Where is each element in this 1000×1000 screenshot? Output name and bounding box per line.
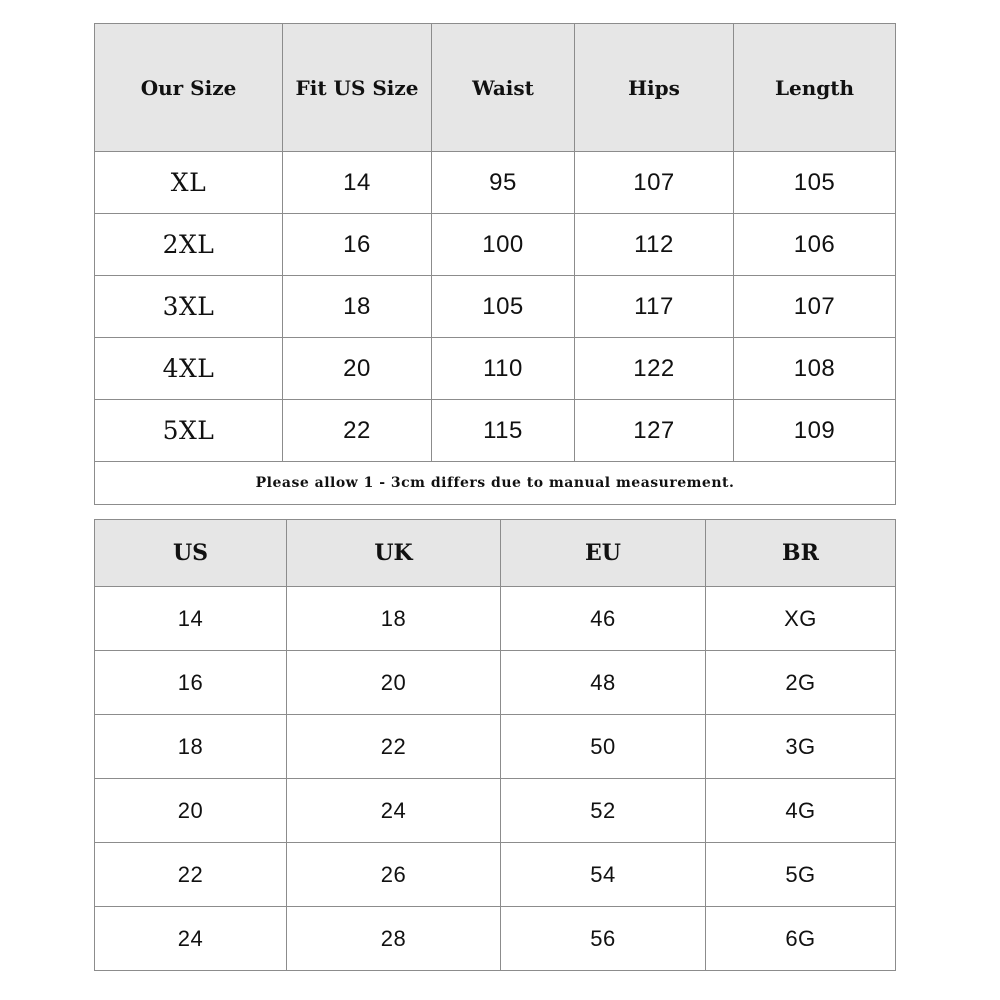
cell-eu: 46 bbox=[501, 587, 706, 651]
header-fit-us-size: Fit US Size bbox=[283, 24, 432, 152]
header-waist: Waist bbox=[432, 24, 575, 152]
table-row bbox=[95, 651, 896, 715]
cell-length: 108 bbox=[734, 338, 896, 400]
table-row bbox=[95, 587, 896, 651]
size-chart-table bbox=[94, 23, 896, 505]
cell-br: 6G bbox=[706, 907, 896, 971]
cell-fit-us-size: 22 bbox=[283, 400, 432, 462]
conversion-header-row bbox=[95, 520, 896, 587]
header-eu: EU bbox=[501, 520, 706, 587]
cell-hips: 127 bbox=[575, 400, 734, 462]
cell-us: 18 bbox=[95, 715, 287, 779]
cell-waist: 115 bbox=[432, 400, 575, 462]
cell-br: 5G bbox=[706, 843, 896, 907]
cell-eu: 54 bbox=[501, 843, 706, 907]
header-length: Length bbox=[734, 24, 896, 152]
cell-length: 109 bbox=[734, 400, 896, 462]
cell-br: 2G bbox=[706, 651, 896, 715]
cell-us: 20 bbox=[95, 779, 287, 843]
cell-eu: 48 bbox=[501, 651, 706, 715]
table-row bbox=[95, 843, 896, 907]
cell-uk: 26 bbox=[287, 843, 501, 907]
cell-hips: 112 bbox=[575, 214, 734, 276]
measurement-note: Please allow 1 - 3cm differs due to manual measurement. bbox=[95, 462, 896, 505]
size-chart-header-row bbox=[95, 24, 896, 152]
cell-us: 22 bbox=[95, 843, 287, 907]
cell-br: 4G bbox=[706, 779, 896, 843]
table-row bbox=[95, 152, 896, 214]
header-hips: Hips bbox=[575, 24, 734, 152]
header-br: BR bbox=[706, 520, 896, 587]
header-our-size: Our Size bbox=[95, 24, 283, 152]
cell-fit-us-size: 18 bbox=[283, 276, 432, 338]
cell-eu: 52 bbox=[501, 779, 706, 843]
cell-our-size: 4XL bbox=[95, 338, 283, 400]
cell-length: 106 bbox=[734, 214, 896, 276]
cell-us: 24 bbox=[95, 907, 287, 971]
cell-us: 14 bbox=[95, 587, 287, 651]
cell-hips: 107 bbox=[575, 152, 734, 214]
cell-uk: 22 bbox=[287, 715, 501, 779]
cell-us: 16 bbox=[95, 651, 287, 715]
cell-waist: 95 bbox=[432, 152, 575, 214]
cell-uk: 20 bbox=[287, 651, 501, 715]
cell-hips: 122 bbox=[575, 338, 734, 400]
table-row bbox=[95, 338, 896, 400]
cell-length: 105 bbox=[734, 152, 896, 214]
cell-hips: 117 bbox=[575, 276, 734, 338]
cell-fit-us-size: 20 bbox=[283, 338, 432, 400]
table-row bbox=[95, 214, 896, 276]
table-row bbox=[95, 779, 896, 843]
note-row bbox=[95, 462, 896, 505]
cell-fit-us-size: 16 bbox=[283, 214, 432, 276]
cell-our-size: 2XL bbox=[95, 214, 283, 276]
cell-uk: 28 bbox=[287, 907, 501, 971]
table-row bbox=[95, 715, 896, 779]
header-uk: UK bbox=[287, 520, 501, 587]
cell-length: 107 bbox=[734, 276, 896, 338]
cell-eu: 56 bbox=[501, 907, 706, 971]
header-us: US bbox=[95, 520, 287, 587]
cell-fit-us-size: 14 bbox=[283, 152, 432, 214]
table-row bbox=[95, 907, 896, 971]
cell-our-size: 5XL bbox=[95, 400, 283, 462]
cell-br: 3G bbox=[706, 715, 896, 779]
cell-uk: 24 bbox=[287, 779, 501, 843]
cell-waist: 110 bbox=[432, 338, 575, 400]
cell-uk: 18 bbox=[287, 587, 501, 651]
cell-waist: 100 bbox=[432, 214, 575, 276]
cell-br: XG bbox=[706, 587, 896, 651]
cell-our-size: 3XL bbox=[95, 276, 283, 338]
cell-our-size: XL bbox=[95, 152, 283, 214]
size-conversion-table bbox=[94, 519, 896, 971]
table-row bbox=[95, 276, 896, 338]
table-row bbox=[95, 400, 896, 462]
cell-waist: 105 bbox=[432, 276, 575, 338]
cell-eu: 50 bbox=[501, 715, 706, 779]
